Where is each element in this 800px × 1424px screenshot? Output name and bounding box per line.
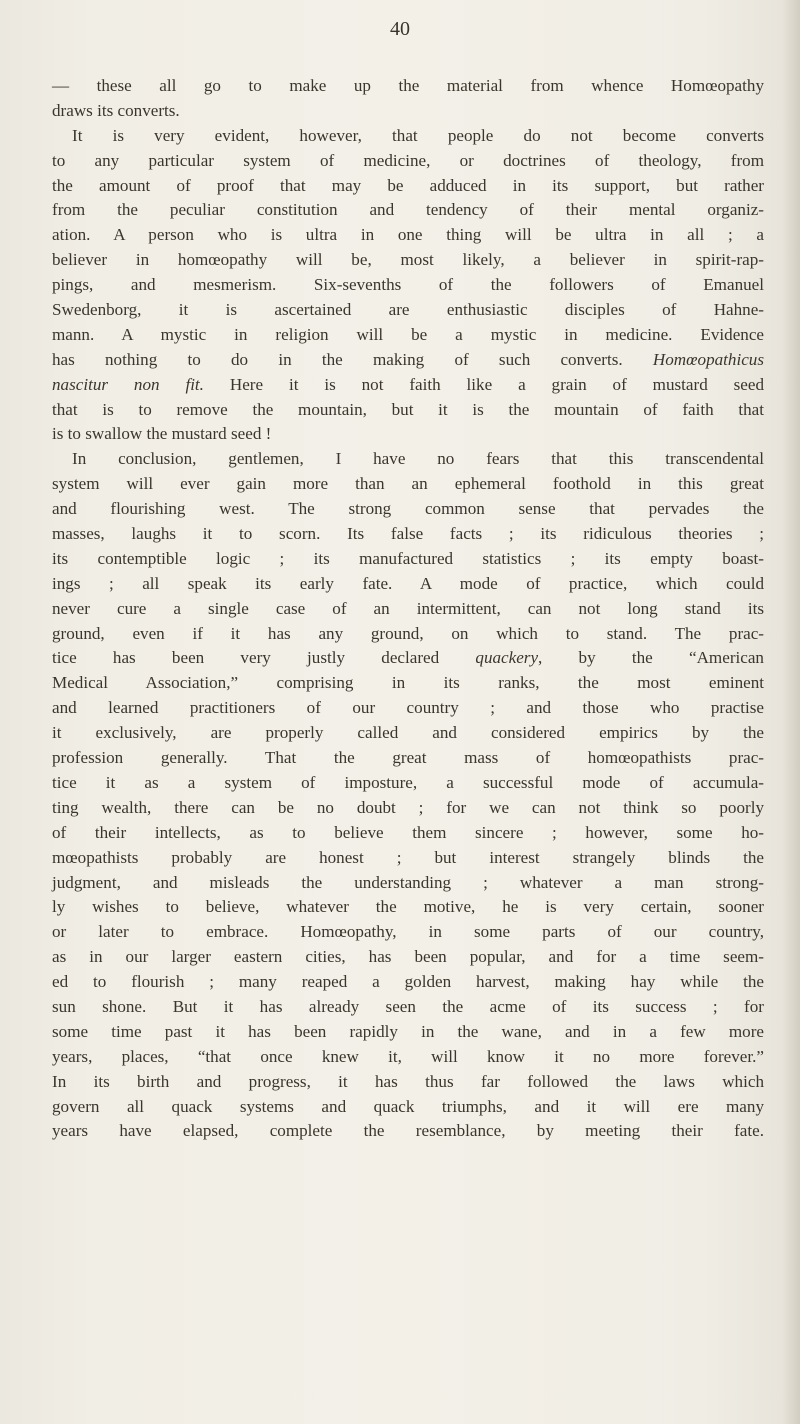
- text-run: Here it is not faith like a grain of mustard seed: [203, 374, 764, 394]
- text-line: govern all quack systems and quack triumphs, and it will ere many: [52, 1096, 764, 1116]
- text-line: from the peculiar constitution and tendency of their mental organiz-: [52, 200, 764, 220]
- text-line: of their intellects, as to believe them sincere ; however, some ho-: [52, 822, 764, 842]
- text-line: to any particular system of medicine, or doctrines of theology, from: [52, 150, 764, 170]
- text-line: years, places, “that once knew it, will know it no more forever.”: [52, 1046, 764, 1066]
- text-line: never cure a single case of an intermittent, can not long stand its: [52, 598, 764, 618]
- text-run: has nothing to do in the making of such converts.: [52, 349, 653, 369]
- body-text: [52, 74, 764, 1144]
- text-line: sun shone. But it has already seen the acme of its success ; for: [52, 996, 764, 1016]
- text-line: Medical Association,” comprising in its ranks, the most eminent: [52, 673, 764, 693]
- text-line: It is very evident, however, that people do not become converts: [72, 125, 764, 145]
- text-line: ings ; all speak its early fate. A mode of practice, which could: [52, 573, 764, 593]
- text-line: In its birth and progress, it has thus far followed the laws which: [52, 1071, 764, 1091]
- text-line: some time past it has been rapidly in the wane, and in a few more: [52, 1021, 764, 1041]
- italic-text: nascitur non fit.: [52, 374, 204, 394]
- text-line: profession generally. That the great mass of homœopathists prac-: [52, 748, 764, 768]
- text-line: draws its converts.: [52, 100, 180, 120]
- page-edge-shadow: [782, 0, 800, 1424]
- page-number: 40: [390, 18, 410, 40]
- text-run: , by the “American: [538, 648, 764, 668]
- text-run: tice has been very justly declared: [52, 648, 476, 668]
- text-line: its contemptible logic ; its manufactured statistics ; its empty boast-: [52, 548, 764, 568]
- italic-text: quackery: [475, 648, 539, 668]
- text-line: it exclusively, are properly called and considered empirics by the: [52, 723, 764, 743]
- text-line: system will ever gain more than an ephemeral foothold in this great: [52, 474, 764, 494]
- text-line: ting wealth, there can be no doubt ; for we can not think so poorly: [52, 797, 764, 817]
- text-line: and learned practitioners of our country ; and those who practise: [52, 698, 764, 718]
- text-line: In conclusion, gentlemen, I have no fears that this transcendental: [72, 449, 764, 469]
- text-line: or later to embrace. Homœopathy, in some parts of our country,: [52, 922, 764, 942]
- text-line: tice it as a system of imposture, a successful mode of accumula-: [52, 772, 764, 792]
- text-line: ly wishes to believe, whatever the motive, he is very certain, sooner: [52, 897, 764, 917]
- text-line: ground, even if it has any ground, on which to stand. The prac-: [52, 623, 764, 643]
- text-line: mœopathists probably are honest ; but interest strangely blinds the: [52, 847, 764, 867]
- text-line: mann. A mystic in religion will be a mystic in medicine. Evidence: [52, 324, 764, 344]
- text-line: the amount of proof that may be adduced in its support, but rather: [52, 175, 764, 195]
- text-line: pings, and mesmerism. Six-sevenths of the followers of Emanuel: [52, 275, 764, 295]
- text-line: ation. A person who is ultra in one thing will be ultra in all ; a: [52, 225, 764, 245]
- text-line: [52, 373, 764, 398]
- text-line: is to swallow the mustard seed !: [52, 424, 272, 444]
- italic-text: Homœopathicus: [652, 349, 764, 369]
- text-line: believer in homœopathy will be, most likely, a believer in spirit-rap-: [52, 250, 764, 270]
- text-line: Swedenborg, it is ascertained are enthusiastic disciples of Hahne-: [52, 300, 764, 320]
- text-line: — these all go to make up the material from whence Homœopathy: [52, 76, 764, 95]
- text-line: masses, laughs it to scorn. Its false facts ; its ridiculous theories ;: [52, 524, 764, 544]
- text-line: [52, 646, 764, 671]
- text-line: judgment, and misleads the understanding ; whatever a man strong-: [52, 872, 764, 892]
- text-line: and flourishing west. The strong common sense that pervades the: [52, 499, 764, 519]
- text-line: that is to remove the mountain, but it is the mountain of faith that: [52, 399, 764, 419]
- text-line: as in our larger eastern cities, has been popular, and for a time seem-: [52, 947, 764, 967]
- text-line: ed to flourish ; many reaped a golden harvest, making hay while the: [52, 972, 764, 992]
- text-line: [52, 348, 764, 373]
- text-line: years have elapsed, complete the resemblance, by meeting their fate.: [52, 1121, 764, 1141]
